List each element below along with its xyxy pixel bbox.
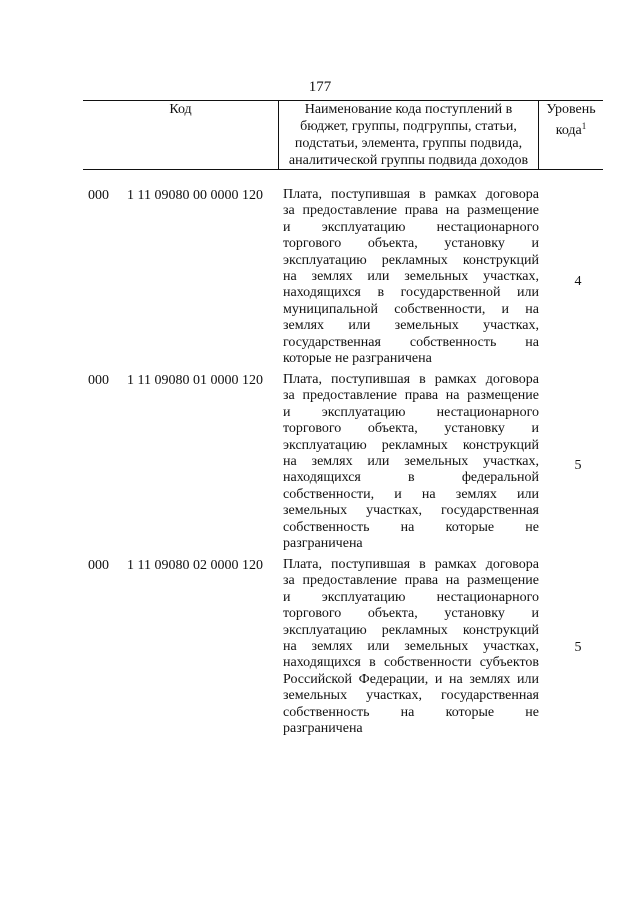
description-line: которые не разграничена xyxy=(283,350,432,366)
description-line: собственности, и на землях или xyxy=(283,486,539,502)
level-value: 4 xyxy=(574,274,582,289)
description-line: разграничена xyxy=(283,720,363,736)
description-line: земельных участках, государственная xyxy=(283,688,539,704)
description-line: находящихся в государственной или xyxy=(283,285,539,301)
revenue-code: 1 11 09080 00 0000 120 xyxy=(127,188,263,203)
description-line: находящихся в федеральной xyxy=(283,470,539,486)
description-line: и эксплуатацию нестационарного xyxy=(283,404,539,420)
revenue-code: 1 11 09080 02 0000 120 xyxy=(127,558,263,573)
description-line: земельных участках, государственная xyxy=(283,503,539,519)
description-line: Плата, поступившая в рамках договора xyxy=(283,372,539,387)
description-line: за предоставление права на размещение xyxy=(283,203,539,219)
header-name-line: бюджет, группы, подгруппы, статьи, xyxy=(300,119,517,134)
header-name-column xyxy=(279,101,539,169)
header-level-label: кода xyxy=(555,123,582,138)
description-line: торгового объекта, установку и xyxy=(283,421,539,437)
description-line: государственная собственность на xyxy=(283,334,539,350)
level-value: 5 xyxy=(574,458,582,473)
header-code-column xyxy=(83,101,279,169)
description-line: за предоставление права на размещение xyxy=(283,573,539,589)
header-level-line1: Уровень xyxy=(546,102,596,117)
revenue-description xyxy=(283,557,539,737)
description-line: эксплуатацию рекламных конструкций xyxy=(283,622,539,638)
agency-code: 000 xyxy=(88,373,109,388)
header-name-line: подстатьи, элемента, группы подвида, xyxy=(294,136,523,151)
description-line: торгового объекта, установку и xyxy=(283,606,539,622)
description-line: на землях или земельных участках, xyxy=(283,453,539,469)
description-line: находящихся в собственности субъектов xyxy=(283,655,539,671)
description-line: эксплуатацию рекламных конструкций xyxy=(283,437,539,453)
page-number: 177 xyxy=(308,79,332,95)
header-name-line: аналитической группы подвида доходов xyxy=(288,153,529,168)
description-line: за предоставление права на размещение xyxy=(283,388,539,404)
description-line: собственность на которые не xyxy=(283,519,539,535)
header-code-label: Код xyxy=(169,102,192,117)
header-name-line: Наименование кода поступлений в xyxy=(304,102,513,117)
description-line: торгового объекта, установку и xyxy=(283,236,539,252)
description-line: землях или земельных участках, xyxy=(283,318,539,334)
description-line: на землях или земельных участках, xyxy=(283,638,539,654)
description-line: собственность на которые не xyxy=(283,704,539,720)
description-line: Плата, поступившая в рамках договора xyxy=(283,557,539,572)
description-line: и эксплуатацию нестационарного xyxy=(283,219,539,235)
revenue-description xyxy=(283,187,539,367)
agency-code: 000 xyxy=(88,558,109,573)
revenue-description xyxy=(283,372,539,552)
description-line: Российской Федерации, и на землях или xyxy=(283,671,539,687)
agency-code: 000 xyxy=(88,188,109,203)
description-line: муниципальной собственности, и на xyxy=(283,301,539,317)
header-level-line2 xyxy=(539,118,603,139)
description-line: Плата, поступившая в рамках договора xyxy=(283,187,539,202)
description-line: на землях или земельных участках, xyxy=(283,268,539,284)
description-line: эксплуатацию рекламных конструкций xyxy=(283,252,539,268)
description-line: и эксплуатацию нестационарного xyxy=(283,589,539,605)
revenue-code: 1 11 09080 01 0000 120 xyxy=(127,373,263,388)
table-header xyxy=(83,100,603,170)
header-level-column xyxy=(539,101,603,169)
level-value: 5 xyxy=(574,640,582,655)
footnote-marker: 1 xyxy=(581,121,587,131)
description-line: разграничена xyxy=(283,535,363,551)
